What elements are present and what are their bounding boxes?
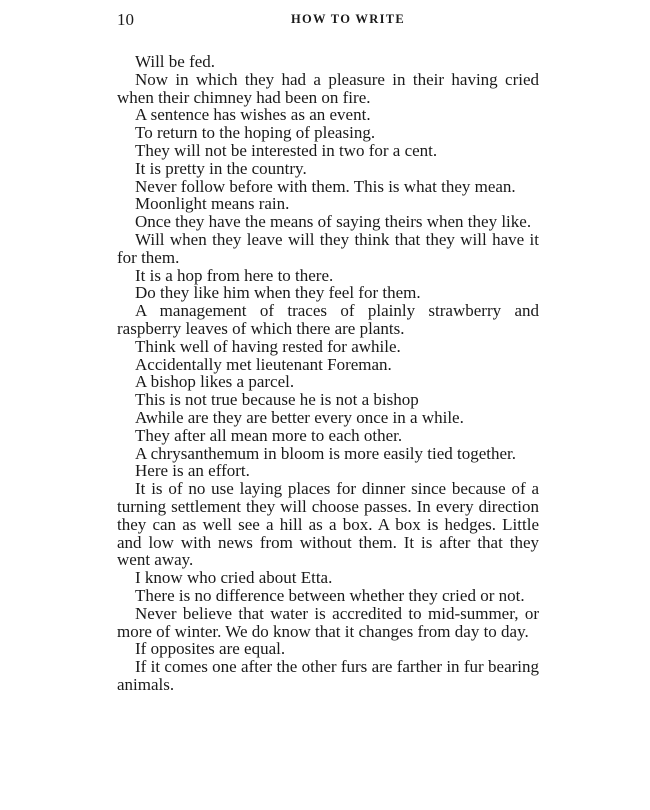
body-text bbox=[117, 53, 539, 694]
paragraph: Never believe that water is accredited to mid-summer, or more of winter. We do know that it changes from day to day. bbox=[117, 603, 539, 641]
paragraph: If opposites are equal. bbox=[135, 639, 286, 659]
paragraph: They will not be interested in two for a cent. bbox=[135, 140, 438, 160]
paragraph: A bishop likes a parcel. bbox=[135, 372, 295, 392]
paragraph: A management of traces of plainly strawberry and raspberry leaves of which there are plants. bbox=[117, 301, 539, 338]
paragraph: Never follow before with them. This is what they mean. bbox=[135, 176, 516, 196]
paragraph: Moonlight means rain. bbox=[135, 194, 290, 214]
paragraph: Will be fed. bbox=[135, 52, 216, 71]
page-number: 10 bbox=[117, 10, 134, 29]
paragraph: They after all mean more to each other. bbox=[135, 425, 403, 445]
paragraph: If it comes one after the other furs are farther in fur bearing animals. bbox=[117, 657, 539, 694]
paragraph: Accidentally met lieutenant Foreman. bbox=[135, 354, 392, 374]
paragraph: I know who cried about Etta. bbox=[135, 568, 333, 588]
paragraph: It is a hop from here to there. bbox=[135, 265, 334, 285]
paragraph: It is of no use laying places for dinner since because of a turning settlement they will choose passes. In every direction they can as well see a hill as a box. A box is hedges. Little and low with news from without them. It is after that they went away. bbox=[117, 479, 539, 570]
paragraph: To return to the hoping of pleasing. bbox=[135, 123, 376, 143]
paragraph: A chrysanthemum in bloom is more easily tied together. bbox=[135, 443, 517, 463]
paragraph: It is pretty in the country. bbox=[135, 158, 307, 178]
paragraph: Here is an effort. bbox=[135, 461, 250, 481]
paragraph: Do they like him when they feel for them. bbox=[135, 283, 421, 303]
paragraph: There is no difference between whether they cried or not. bbox=[135, 585, 525, 605]
paragraph: Once they have the means of saying theirs when they like. bbox=[135, 212, 532, 232]
running-title: HOW TO WRITE bbox=[290, 12, 406, 26]
running-head bbox=[117, 10, 539, 36]
paragraph: Think well of having rested for awhile. bbox=[135, 336, 401, 356]
paragraph: This is not true because he is not a bishop bbox=[135, 390, 419, 410]
paragraph: Will when they leave will they think that they will have it for them. bbox=[117, 229, 539, 267]
paragraph: A sentence has wishes as an event. bbox=[135, 105, 371, 125]
book-page bbox=[117, 10, 539, 694]
paragraph: Now in which they had a pleasure in their having cried when their chimney had been on fire. bbox=[117, 69, 539, 107]
paragraph: Awhile are they are better every once in a while. bbox=[135, 407, 464, 427]
